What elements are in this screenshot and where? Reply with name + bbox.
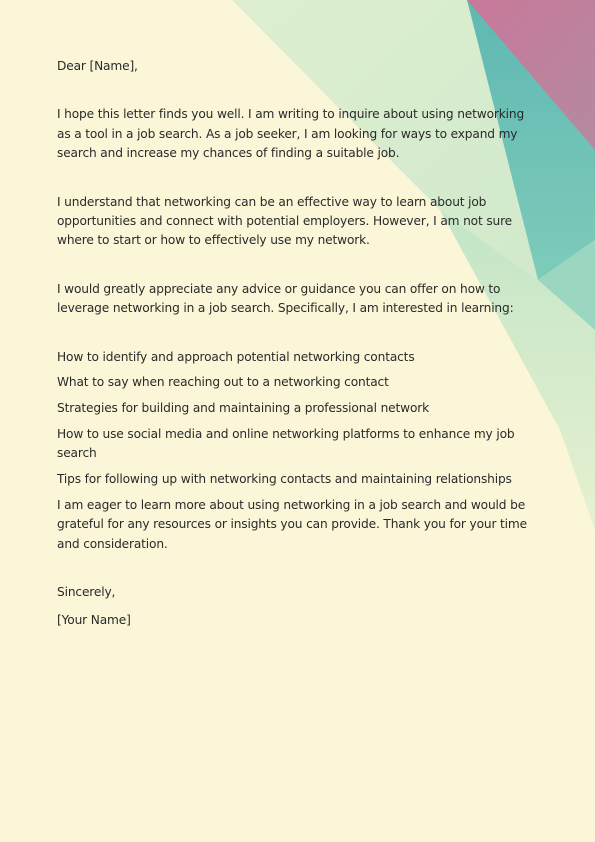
- concern-paragraph: I understand that networking can be an effective way to learn about job opportunities and connect with potential employers. However, I am not sure where to start or how to effectively use my network.: [57, 194, 513, 248]
- list-item: How to use social media and online networking platforms to enhance my job search: [57, 427, 515, 461]
- intro-paragraph: I hope this letter finds you well. I am writing to inquire about using networking as a tool in a job search. As a job seeker, I am looking for ways to expand my search and increase my chances of finding a suitable job.: [57, 107, 525, 161]
- list-item: What to say when reaching out to a networking contact: [57, 375, 389, 390]
- request-paragraph: I would greatly appreciate any advice or guidance you can offer on how to leverage networking in a job search. Specifically, I am interested in learning:: [57, 281, 514, 316]
- list-item: Strategies for building and maintaining a professional network: [57, 401, 430, 416]
- list-item: How to identify and approach potential networking contacts: [57, 349, 415, 364]
- letter-body: [57, 57, 537, 630]
- closing-paragraph: I am eager to learn more about using networking in a job search and would be grateful for any resources or insights you can provide. Thank you for your time and consideration.: [57, 498, 527, 551]
- list-item: Tips for following up with networking contacts and maintaining relationships: [57, 472, 512, 487]
- signoff: Sincerely,: [57, 585, 116, 600]
- topics-list: [57, 348, 537, 490]
- signature: [Your Name]: [57, 612, 131, 627]
- salutation: Dear [Name],: [57, 59, 138, 73]
